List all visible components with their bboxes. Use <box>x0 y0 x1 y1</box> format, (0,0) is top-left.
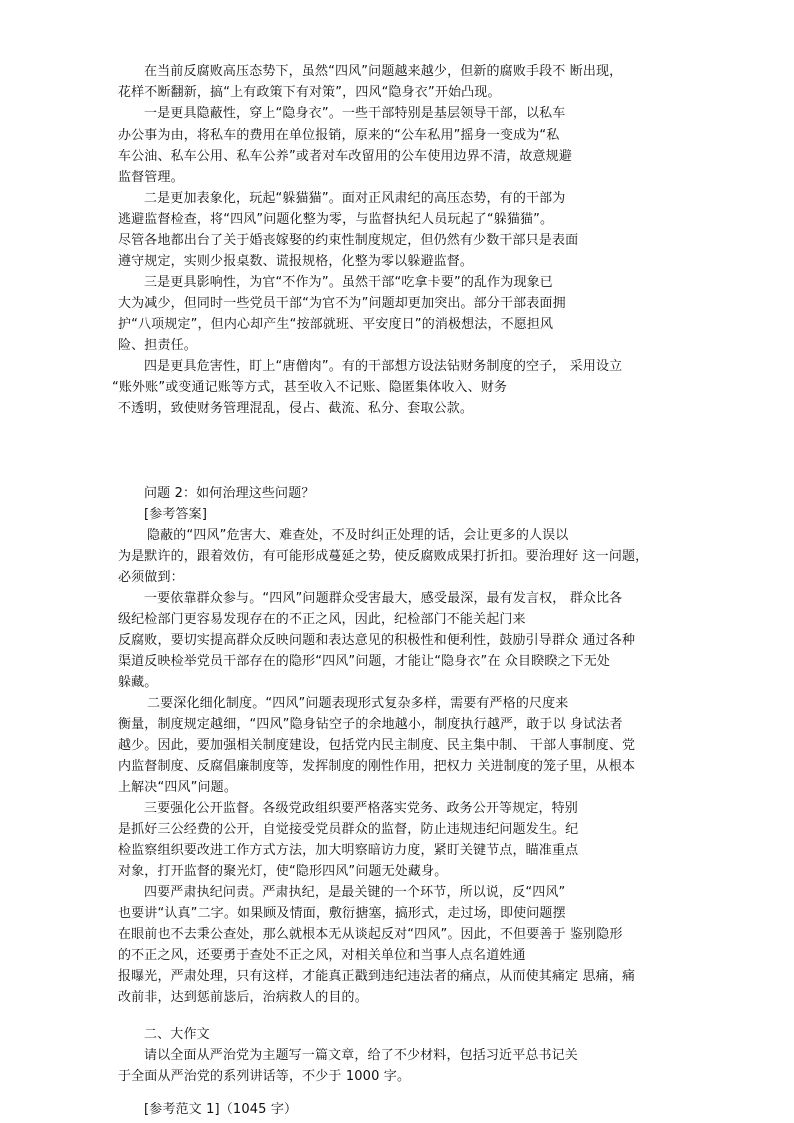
paragraph-line: 三是更具影响性，为官“不作为”。虽然干部“吃拿卡要”的乱作为现象已 <box>144 275 553 290</box>
paragraph-line: 不透明，致使财务管理混乱，侵占、截流、私分、套取公款。 <box>118 401 474 416</box>
paragraph-line: 监督管理。 <box>118 170 184 185</box>
paragraph-line: 是抓好三公经费的公开，自觉接受党员群众的监督，防止违规违纪问题发生。纪 <box>118 822 579 837</box>
paragraph-line: 衡量，制度规定越细，“四风”隐身钻空子的余地越小，制度执行越严，敢于以 身试法者 <box>118 717 623 732</box>
paragraph-line: 检监察组织要改进工作方式方法，加大明察暗访力度，紧盯关键节点，瞄准重点 <box>118 843 579 858</box>
paragraph-line: 级纪检部门更容易发现存在的不正之风，因此，纪检部门不能关起门来 <box>118 612 526 627</box>
paragraph-line: 反腐败，要切实提高群众反映问题和表达意见的积极性和便利性，鼓励引导群众 通过各种 <box>118 633 636 648</box>
paragraph-line: 逃避监督检查，将“四风”问题化整为零，与监督执纪人员玩起了“躲猫猫”。 <box>118 212 554 227</box>
paragraph-line: 对象，打开监督的聚光灯，使“隐形四风”问题无处藏身。 <box>118 864 448 879</box>
paragraph-line: 车公油、私车公用、私车公养”或者对车改留用的公车使用边界不清，故意规避 <box>118 149 572 164</box>
paragraph-line: 在眼前也不去秉公查处，那么就根本无从谈起反对“四风”。因此，不但要善于 鉴别隐形 <box>118 927 623 942</box>
answer-label: [参考答案] <box>144 507 208 522</box>
section-heading: 二、大作文 <box>144 1027 210 1042</box>
paragraph-line: 为是默许的，跟着效仿，有可能形成蔓延之势，使反腐败成果打折扣。要治理好 这一问题， <box>118 549 649 564</box>
paragraph-line: 也要讲“认真”二字。如果顾及情面，敷衍搪塞，搞形式，走过场，即使问题摆 <box>118 906 566 921</box>
paragraph-line: 尽管各地都出台了关于婚丧嫁娶的约束性制度规定，但仍然有少数干部只是表面 <box>118 233 579 248</box>
paragraph-line: 大为减少，但同时一些党员干部“为官不为”问题却更加突出。部分干部表面拥 <box>118 296 566 311</box>
paragraph-line: 越少。因此，要加强相关制度建设，包括党内民主制度、民主集中制、 干部人事制度、党 <box>118 738 636 753</box>
paragraph-line: 险、担责任。 <box>118 338 197 353</box>
paragraph-line: 改前非，达到惩前毖后，治病救人的目的。 <box>118 990 368 1005</box>
paragraph-line: 遵守规定，实则少报桌数、谎报规格，化整为零以躲避监督。 <box>118 254 474 269</box>
paragraph-line: 内监督制度、反腐倡廉制度等，发挥制度的刚性作用，把权力 关进制度的笼子里，从根本 <box>118 759 636 774</box>
paragraph-line: 护“八项规定”，但内心却产生“按部就班、平安度日”的消极想法，不愿担风 <box>118 317 554 332</box>
paragraph-line: 躲藏。 <box>118 675 158 690</box>
paragraph-line: “账外账”或变通记账等方式，甚至收入不记账、隐匿集体收入、财务 <box>112 380 508 395</box>
paragraph-line: 二是更加表象化，玩起“躲猫猫”。面对正风肃纪的高压态势，有的干部为 <box>144 191 566 206</box>
paragraph-line: 一要依靠群众参与。“四风”问题群众受害最大，感受最深，最有发言权， 群众比各 <box>144 591 623 606</box>
paragraph-line: 渠道反映检举党员干部存在的隐形“四风”问题，才能让“隐身衣”在 众目睽睽之下无处 <box>118 654 611 669</box>
paragraph-line: 于全面从严治党的系列讲话等，不少于 1000 字。 <box>118 1069 411 1084</box>
paragraph-line: 办公事为由，将私车的费用在单位报销，原来的“公车私用”摇身一变成为“私 <box>118 128 560 143</box>
paragraph-line: 四是更具危害性，盯上“唐僧肉”。有的干部想方设法钻财务制度的空子， 采用设立 <box>144 359 623 374</box>
paragraph-line: 上解决“四风”问题。 <box>118 780 237 795</box>
paragraph-line: 报曝光，严肃处理，只有这样，才能真正戳到违纪违法者的痛点，从而使其痛定 思痛，痛 <box>118 969 636 984</box>
paragraph-line: 三要强化公开监督。各级党政组织要严格落实党务、政务公开等规定，特别 <box>144 801 578 816</box>
paragraph-line: 的不正之风，还要勇于查处不正之风，对相关单位和当事人点名道姓通 <box>118 948 526 963</box>
sample-essay-label: [参考范文 1]（1045 字） <box>144 1102 298 1117</box>
paragraph-line: 二要深化细化制度。“四风”问题表现形式复杂多样，需要有严格的尺度来 <box>147 696 569 711</box>
paragraph-line: 花样不断翻新，搞“上有政策下有对策”，四风“隐身衣”开始凸现。 <box>118 85 501 100</box>
question-title: 问题 2：如何治理这些问题？ <box>144 486 315 501</box>
paragraph-line: 必须做到： <box>118 570 184 585</box>
paragraph-line: 在当前反腐败高压态势下，虽然“四风”问题越来越少，但新的腐败手段不 断出现， <box>144 64 623 79</box>
paragraph-line: 隐蔽的“四风”危害大、难查处，不及时纠正处理的话，会让更多的人误以 <box>147 528 569 543</box>
paragraph-line: 一是更具隐蔽性，穿上“隐身衣”。一些干部特别是基层领导干部，以私车 <box>144 106 566 121</box>
paragraph-line: 四要严肃执纪问责。严肃执纪，是最关键的一个环节，所以说，反“四风” <box>144 885 566 900</box>
paragraph-line: 请以全面从严治党为主题写一篇文章，给了不少材料，包括习近平总书记关 <box>144 1048 578 1063</box>
